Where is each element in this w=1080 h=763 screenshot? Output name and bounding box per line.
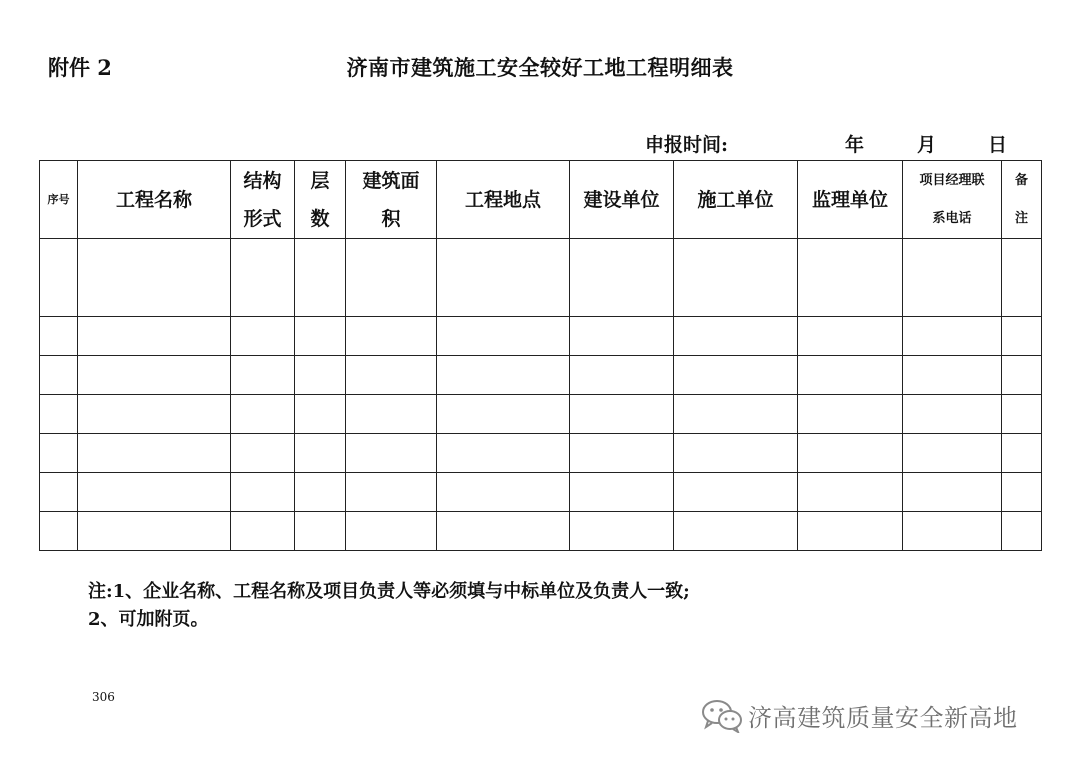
page-number: 306: [92, 690, 115, 704]
project-detail-table: [39, 160, 1042, 551]
col-header-structure: 结构 形式: [231, 161, 295, 239]
note-line-2: 2、可加附页。: [88, 609, 209, 630]
col-header-manager-phone: 项目经理联 系电话: [903, 161, 1002, 239]
page-title: 济南市建筑施工安全较好工地工程明细表: [346, 55, 734, 80]
col-header-contractor: 施工单位: [674, 161, 798, 239]
col-header-seq: 序号: [40, 161, 78, 239]
col-header-project-name: 工程名称: [78, 161, 231, 239]
col-header-remarks: 备 注: [1002, 161, 1042, 239]
wechat-icon: [700, 697, 744, 733]
day-label: 日: [988, 134, 1008, 156]
attachment-label: 附件 2: [48, 55, 112, 80]
table-body: [40, 239, 1042, 551]
report-time-label: 申报时间:: [645, 134, 729, 156]
table-row: [40, 356, 1042, 395]
col-header-location: 工程地点: [437, 161, 570, 239]
month-label: 月: [917, 134, 937, 156]
table-row: [40, 434, 1042, 473]
col-header-supervisor: 监理单位: [798, 161, 903, 239]
col-header-developer: 建设单位: [570, 161, 674, 239]
col-header-area: 建筑面 积: [346, 161, 437, 239]
watermark-text: 济高建筑质量安全新高地: [748, 703, 1018, 732]
table-row: [40, 473, 1042, 512]
note-line-1: 注:1、企业名称、工程名称及项目负责人等必须填与中标单位及负责人一致;: [88, 581, 690, 602]
table-row: [40, 239, 1042, 317]
table-row: [40, 512, 1042, 551]
table-row: [40, 317, 1042, 356]
notes-section: [88, 578, 690, 634]
watermark: [700, 697, 1018, 733]
table-header-row: [40, 161, 1042, 239]
table-row: [40, 395, 1042, 434]
col-header-floors: 层 数: [295, 161, 346, 239]
year-label: 年: [845, 134, 865, 156]
